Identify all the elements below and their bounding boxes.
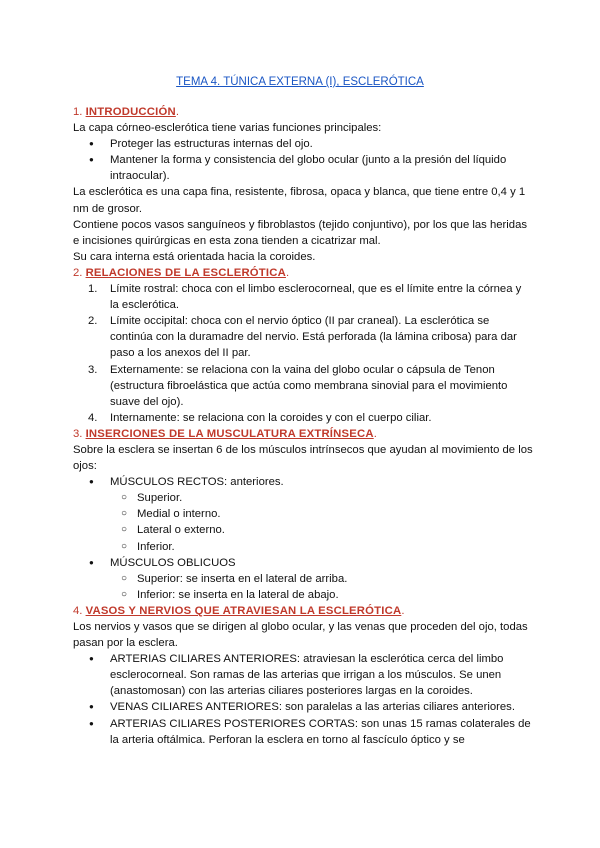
section-4-tail: . — [401, 604, 405, 617]
section-1-number: 1. — [73, 106, 86, 118]
list-item: ● Proteger las estructuras internas del ojo. — [110, 136, 533, 152]
section-1-paragraph: La esclerótica es una capa fina, resistente, fibrosa, opaca y blanca, que tiene entre 0,4 y 1 nm de grosor. — [73, 186, 526, 215]
document-body — [73, 104, 533, 748]
list-item — [88, 362, 533, 410]
sublist-item: ○ Superior: se inserta en el lateral de arriba. — [137, 571, 533, 587]
oblicuos-sublist — [110, 571, 533, 603]
section-2-tail: . — [285, 266, 290, 279]
section-2-heading — [73, 265, 533, 281]
list-item: ● VENAS CILIARES ANTERIORES: son paralelas a las arterias ciliares anteriores. — [110, 699, 533, 715]
section-3-label: INSERCIONES DE LA MUSCULATURA EXTRÍNSECA — [85, 427, 374, 440]
section-2-label: RELACIONES DE LA ESCLERÓTICA — [85, 266, 286, 279]
list-item — [110, 555, 533, 603]
list-item — [110, 474, 533, 554]
oblicuos-label: MÚSCULOS OBLICUOS — [110, 556, 236, 569]
list-item: ● ARTERIAS CILIARES POSTERIORES CORTAS: son unas 15 ramas colaterales de la arteria oftálmica. Perforan la esclera en torno al fascículo óptico y se — [110, 716, 533, 748]
list-item: ● Mantener la forma y consistencia del globo ocular (junto a la presión del líquido intraocular). — [110, 152, 533, 184]
section-3-number: 3. — [73, 427, 86, 440]
item-number: 3. — [88, 363, 98, 376]
rectos-sublist — [110, 490, 533, 554]
item-number: 2. — [88, 315, 98, 328]
section-3-heading — [73, 426, 533, 442]
item-text: Límite rostral: choca con el limbo esclerocorneal, que es el límite entre la córnea y la esclerótica. — [110, 283, 522, 312]
section-1-tail: . — [175, 106, 179, 118]
section-4-number: 4. — [73, 604, 86, 617]
list-item: ● ARTERIAS CILIARES ANTERIORES: atraviesan la esclerótica cerca del limbo esclerocorneal. Son ramas de las arterias que irrigan a los músculos. Se unen (anastomosan) con las arterias ciliares posteriores largas en la coroides. — [110, 651, 533, 699]
section-3-intro: Sobre la esclera se insertan 6 de los músculos intrínsecos que ayudan al movimiento de los ojos: — [73, 443, 533, 473]
rectos-label: MÚSCULOS RECTOS: anteriores. — [110, 476, 284, 489]
section-4-heading — [73, 603, 533, 619]
section-1-paragraph: Su cara interna está orientada hacia la coroides. — [73, 250, 316, 263]
section-2-numbered-list — [73, 281, 533, 426]
sublist-item: ○ Inferior: se inserta en la lateral de abajo. — [137, 587, 533, 603]
sublist-item: ○ Superior. — [137, 490, 533, 506]
item-text: Internamente: se relaciona con la coroides y con el cuerpo ciliar. — [110, 411, 432, 424]
section-2-number: 2. — [73, 266, 86, 279]
section-1-paragraph: Contiene pocos vasos sanguíneos y fibroblastos (tejido conjuntivo), por los que las heridas e incisiones quirúrgicas en esta zona tienden a cicatrizar mal. — [73, 218, 528, 247]
sublist-item: ○ Inferior. — [137, 539, 533, 555]
list-item — [88, 410, 533, 426]
section-3-bullet-list — [73, 474, 533, 603]
item-text: Límite occipital: choca con el nervio óptico (II par craneal). La esclerótica se continúa con la duramadre del nervio. Está perforada (la lámina cribosa) para dar paso a los anexos del II par. — [110, 315, 517, 360]
item-text: Externamente: se relaciona con la vaina del globo ocular o cápsula de Tenon (estructura fibroelástica que actúa como membrana sinovial para el movimiento suave del ojo). — [110, 363, 508, 408]
section-4-intro: Los nervios y vasos que se dirigen al globo ocular, y las venas que proceden del ojo, todas pasan por la esclera. — [73, 621, 528, 650]
list-item — [88, 281, 533, 313]
item-number: 4. — [88, 411, 98, 424]
sublist-item: ○ Lateral o externo. — [137, 522, 533, 538]
document-title: TEMA 4. TÚNICA EXTERNA (I), ESCLERÓTICA — [176, 76, 424, 88]
section-4-label: VASOS Y NERVIOS QUE ATRAVIESAN LA ESCLERÓTICA — [85, 604, 402, 617]
section-1-heading — [73, 104, 533, 120]
list-item — [88, 313, 533, 361]
section-3-tail: . — [373, 427, 377, 440]
section-1-label: INTRODUCCIÓN — [85, 106, 176, 118]
sublist-item: ○ Medial o interno. — [137, 506, 533, 522]
section-1-intro: La capa córneo-esclerótica tiene varias funciones principales: — [73, 122, 382, 135]
section-4-bullet-list — [73, 651, 533, 748]
item-number: 1. — [88, 283, 98, 296]
section-1-bullet-list — [73, 136, 533, 184]
